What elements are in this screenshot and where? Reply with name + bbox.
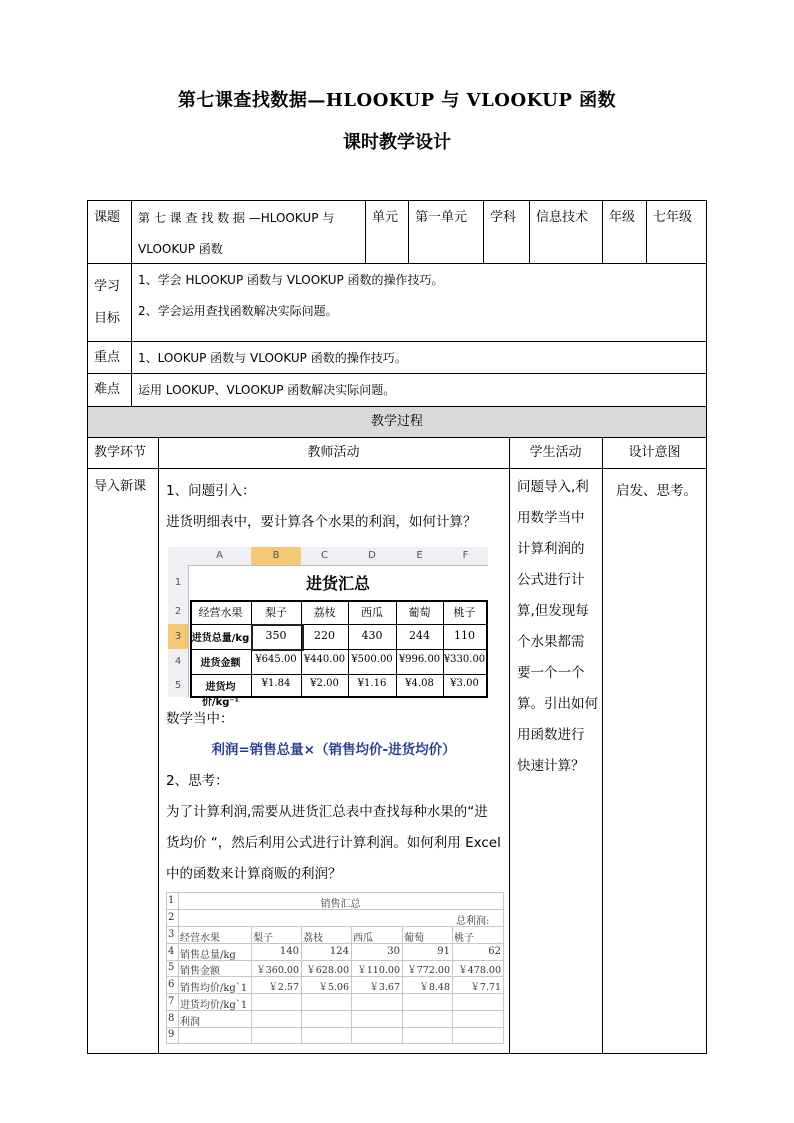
student-line: 要一个一个 <box>517 665 585 681</box>
sheet1-cell: 110 <box>454 629 475 642</box>
sheet2-title: 销售汇总 <box>320 899 361 910</box>
teacher-line-1: 1、问题引入： <box>166 483 256 499</box>
sheet2-row-label: 销售均价/kg`1 <box>180 983 248 994</box>
sheet2-cell: ￥110.00 <box>357 965 400 976</box>
sheet2-cell: ￥628.00 <box>306 965 349 976</box>
student-line: 算,但发现每 <box>517 603 589 619</box>
student-line: 用函数进行 <box>517 727 585 743</box>
row-number: 1 <box>168 895 175 906</box>
sheet1-cell: ¥1.84 <box>261 678 291 689</box>
row-number: 5 <box>168 674 189 697</box>
sheet2-cell: 91 <box>437 946 450 957</box>
sheet2-cell: ￥7.71 <box>470 982 501 993</box>
sheet1-cell: ¥4.08 <box>405 678 434 689</box>
think-line-3: 中的函数来计算商贩的利润？ <box>166 866 342 882</box>
sheet1-row-label: 进货总量/kg <box>191 633 250 644</box>
sheet1-cell: ¥3.00 <box>450 678 479 689</box>
student-activity <box>517 472 601 782</box>
sheet2-cell: ￥772.00 <box>407 965 450 976</box>
row-number: 7 <box>168 996 175 1007</box>
sheet2-cell: 62 <box>488 946 501 957</box>
col-letter: B <box>251 547 301 566</box>
sheet2-header-cell: 桃子 <box>454 933 474 944</box>
stage-name: 导入新课 <box>94 479 147 494</box>
student-line: 算。引出如何 <box>517 696 598 712</box>
col-teacher-header: 教师活动 <box>307 445 360 460</box>
think-line-2: 货均价 “，然后利用公式进行计算利润。如何利用 Excel <box>166 835 501 851</box>
col-letter: E <box>396 547 443 566</box>
topic-value-line2: VLOOKUP 函数 <box>138 242 223 256</box>
design-intent: 启发、思考。 <box>616 483 697 499</box>
sheet1-cell: 220 <box>314 629 335 642</box>
sheet1-cell: ¥440.00 <box>303 654 346 665</box>
sheet1-cell: ¥330.00 <box>443 654 486 665</box>
row-number: 2 <box>168 912 175 923</box>
row-number: 4 <box>168 649 189 674</box>
row-number: 4 <box>168 946 175 957</box>
sheet1-cell: ¥1.16 <box>357 678 387 689</box>
col-letter: D <box>348 547 396 566</box>
unit-label: 单元 <box>372 210 399 225</box>
col-student-header: 学生活动 <box>529 445 582 460</box>
goal-item-2: 2、学会运用查找函数解决实际问题。 <box>138 304 338 318</box>
sales-summary-spreadsheet <box>166 892 504 1044</box>
sheet1-cell: 244 <box>409 629 430 642</box>
sheet1-header-cell: 桃子 <box>453 606 476 619</box>
difficulty-label: 难点 <box>94 382 121 397</box>
row-number: 6 <box>168 979 175 990</box>
grade-value: 七年级 <box>653 210 693 225</box>
student-line: 公式进行计 <box>517 572 585 588</box>
col-letter: A <box>188 547 251 566</box>
col-intent-header: 设计意图 <box>628 445 681 460</box>
sheet2-cell: 30 <box>387 946 400 957</box>
key-point-text: 1、LOOKUP 函数与 VLOOKUP 函数的操作技巧。 <box>138 351 407 365</box>
think-label: 2、思考： <box>166 773 229 789</box>
row-number: 9 <box>168 1029 175 1040</box>
sheet2-cell: ￥360.00 <box>256 965 299 976</box>
sheet2-row-label: 销售总量/kg <box>180 950 236 961</box>
process-section-title: 教学过程 <box>370 414 423 429</box>
sheet1-header-cell: 梨子 <box>265 606 287 619</box>
sheet2-header-cell: 梨子 <box>253 933 273 944</box>
sheet1-title: 进货汇总 <box>305 574 370 593</box>
profit-formula: 利润=销售总量×（销售均价-进货均价） <box>211 742 456 758</box>
topic-label: 课题 <box>94 210 121 225</box>
key-point-label: 重点 <box>94 350 121 365</box>
sheet2-cell: ￥8.48 <box>419 982 450 993</box>
topic-value-line1: 第 七 课 查 找 数 据 —HLOOKUP 与 <box>138 211 335 225</box>
sheet1-header-cell: 葡萄 <box>408 606 431 619</box>
teacher-line-2: 进货明细表中，要计算各个水果的利润，如何计算？ <box>166 514 477 530</box>
sheet1-cell: ¥996.00 <box>398 654 441 665</box>
sheet2-row-label: 销售金额 <box>180 966 220 977</box>
document-title: 第七课查找数据—HLOOKUP 与 VLOOKUP 函数 <box>177 90 617 111</box>
think-line-1: 为了计算利润,需要从进货汇总表中查找每种水果的“进 <box>166 804 488 820</box>
row-number: 5 <box>168 962 175 973</box>
goals-label-2: 目标 <box>94 311 121 326</box>
row-number: 2 <box>168 600 189 624</box>
sheet2-cell: ￥3.67 <box>369 982 400 993</box>
document-subtitle: 课时教学设计 <box>343 132 451 153</box>
sheet1-cell: ¥645.00 <box>255 654 297 665</box>
sheet2-header-cell: 葡萄 <box>404 933 424 944</box>
sheet1-header-cell: 荔枝 <box>313 606 336 619</box>
student-line: 问题导入,利 <box>517 479 589 495</box>
subject-label: 学科 <box>490 210 517 225</box>
difficulty-text: 运用 LOOKUP、VLOOKUP 函数解决实际问题。 <box>138 383 396 397</box>
unit-value: 第一单元 <box>415 210 468 225</box>
goal-item-1: 1、学会 HLOOKUP 函数与 VLOOKUP 函数的操作技巧。 <box>138 273 444 287</box>
sheet1-row-label: 进货金额 <box>200 658 241 669</box>
math-label: 数学当中： <box>166 711 234 727</box>
sheet1-cell: ¥2.00 <box>310 678 339 689</box>
sheet2-row-label: 进货均价/kg`1 <box>180 1000 248 1011</box>
row-number: 1 <box>168 565 189 600</box>
sheet1-header-cell: 西瓜 <box>361 606 383 619</box>
row-number: 8 <box>168 1013 175 1024</box>
total-profit-label: 总利润: <box>456 916 490 927</box>
sheet2-row-label: 利润 <box>180 1017 200 1028</box>
sheet1-header-cell: 经营水果 <box>198 606 243 619</box>
subject-value: 信息技术 <box>536 210 589 225</box>
goals-label-1: 学习 <box>94 279 121 294</box>
sheet2-cell: ￥5.06 <box>318 982 349 993</box>
row-number: 3 <box>168 624 189 649</box>
col-stage-header: 教学环节 <box>94 445 147 460</box>
col-letter: C <box>301 547 348 566</box>
sheet2-cell: 124 <box>329 946 349 957</box>
sheet1-row-label: 进货均价/kg⁻¹ <box>201 682 240 708</box>
sheet2-cell: ￥2.57 <box>268 982 299 993</box>
sheet1-cell: 430 <box>361 629 383 642</box>
sheet1-cell: 350 <box>265 629 287 642</box>
purchase-summary-spreadsheet <box>168 547 488 708</box>
grade-label: 年级 <box>609 210 636 225</box>
sheet2-cell: 140 <box>279 946 299 957</box>
sheet2-cell: ￥478.00 <box>458 965 501 976</box>
sheet2-header-cell: 经营水果 <box>180 933 220 944</box>
col-letter: F <box>443 547 488 566</box>
student-line: 用数学当中 <box>517 510 585 526</box>
student-line: 个水果都需 <box>517 634 585 650</box>
student-line: 快速计算？ <box>517 758 585 774</box>
sheet2-header-cell: 荔枝 <box>303 933 323 944</box>
sheet1-cell: ¥500.00 <box>351 654 393 665</box>
student-line: 计算利润的 <box>517 541 585 557</box>
sheet2-header-cell: 西瓜 <box>353 933 373 944</box>
row-number: 3 <box>168 929 175 940</box>
